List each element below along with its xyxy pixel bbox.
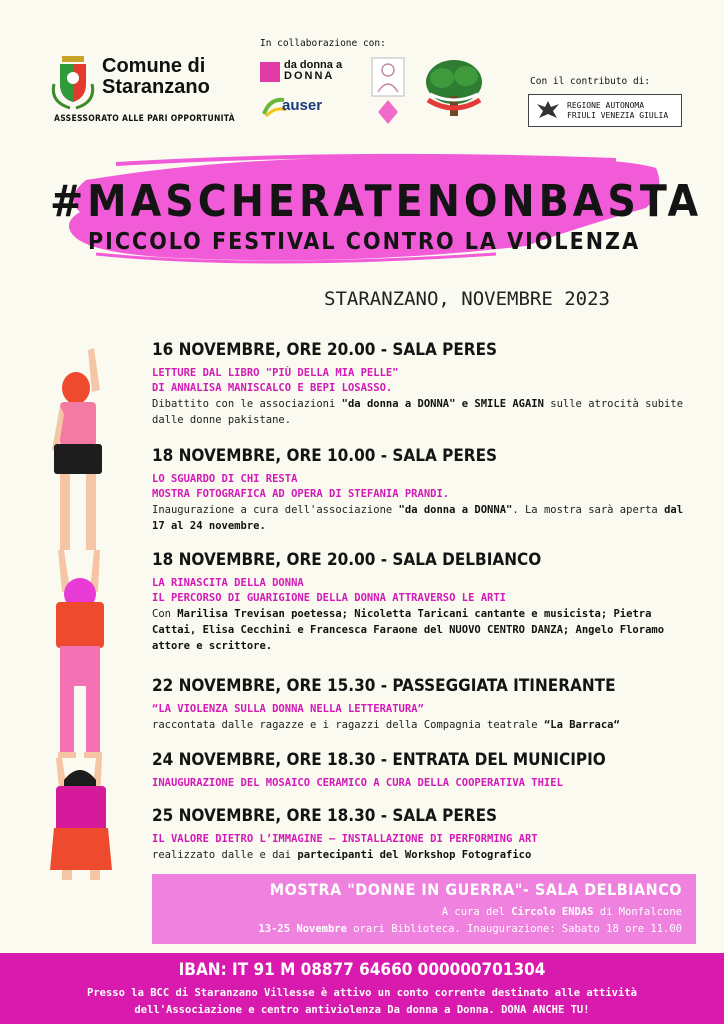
donation-note-line1: Presso la BCC di Staranzano Villesse è attivo un conto corrente destinato alle attività [87,987,637,999]
event-description: Dibattito con le associazioni "da donna a DONNA" e SMILE AGAIN sulle atrocità subite dalle donne pakistane. [152,398,684,426]
event-item [152,750,692,791]
event-heading: 24 NOVEMBRE, ORE 18.30 - ENTRATA DEL MUNICIPIO [152,750,606,770]
event-item [152,676,692,733]
festival-subtitle: PICCOLO FESTIVAL CONTRO LA VIOLENZA [88,229,641,255]
partner-figure-logo-icon [368,56,408,126]
event-title: LA RINASCITA DELLA DONNA [152,577,304,589]
assessorato-label: ASSESSORATO ALLE PARI OPPORTUNITÀ [54,114,235,124]
collaboration-label: In collaborazione con: [260,38,386,49]
event-description: raccontata dalle ragazze e i ragazzi della Compagnia teatrale “La Barraca“ [152,719,620,731]
donation-note-line2: dell'Associazione e centro antiviolenza Da donna a Donna. DONA ANCHE TU! [134,1004,590,1016]
event-title: INAUGURAZIONE DEL MOSAICO CERAMICO A CURA DELLA COOPERATIVA THIEL [152,777,563,789]
dadonna-logo-line1: da donna a [284,59,343,71]
event-item [152,806,692,863]
main-title: #MASCHERATENONBASTA [50,176,703,227]
partner-tree-logo-icon [420,56,488,124]
event-description: Con Marilisa Trevisan poetessa; Nicoletta Taricani cantante e musicista; Pietra Cattai, Elisa Cecchini e Francesca Faraone del NUOVO CENTRO DANZA; Angelo Floramo attore e scrittore. [152,608,665,652]
event-title: DI ANNALISA MANISCALCO E BEPI LOSASSO. [152,382,393,394]
event-item [152,550,692,654]
event-heading: 16 NOVEMBRE, ORE 20.00 - SALA PERES [152,340,498,360]
location-date: STARANZANO, NOVEMBRE 2023 [324,288,610,310]
event-title: LETTURE DAL LIBRO "PIÙ DELLA MIA PELLE" [152,367,399,379]
event-heading: 18 NOVEMBRE, ORE 10.00 - SALA PERES [152,446,498,466]
dadonna-mark-icon [260,62,280,82]
comune-logo [44,50,224,122]
iban-text: IBAN: IT 91 M 08877 64660 000000701304 [178,960,546,980]
dadonna-logo-line2: DONNA [284,70,335,82]
partner-dadonnaadonna-logo [260,60,360,86]
event-title: IL PERCORSO DI GUARIGIONE DELLA DONNA ATTRAVERSO LE ARTI [152,592,507,604]
mostra-curator: A cura del Circolo ENDAS di Monfalcone [441,906,682,918]
comune-name-line2: Staranzano [102,76,210,98]
event-title: LO SGUARDO DI CHI RESTA [152,473,298,485]
mostra-title: MOSTRA "DONNE IN GUERRA"- SALA DELBIANCO [269,880,682,899]
event-title: MOSTRA FOTOGRAFICA AD OPERA DI STEFANIA PRANDI. [152,488,450,500]
event-description: Inaugurazione a cura dell'associazione "da donna a DONNA". La mostra sarà aperta dal 17 al 24 novembre. [152,504,684,532]
event-heading: 18 NOVEMBRE, ORE 20.00 - SALA DELBIANCO [152,550,542,570]
donation-note [0,985,724,1019]
event-heading: 22 NOVEMBRE, ORE 15.30 - PASSEGGIATA ITINERANTE [152,676,616,696]
regione-line2: FRIULI VENEZIA GIULIA [567,111,669,120]
donation-footer [0,953,724,1024]
auser-logo-text: auser [282,97,323,114]
event-title: “LA VIOLENZA SULLA DONNA NELLA LETTERATURA” [152,703,424,715]
event-item [152,340,692,428]
contribution-label: Con il contributo di: [530,76,651,87]
partner-auser-logo [262,94,332,120]
mostra-dates: 13-25 Novembre orari Biblioteca. Inaugurazione: Sabato 18 ore 11.00 [258,923,682,935]
mostra-info-box [152,874,696,944]
comune-crest-icon [48,54,98,110]
event-title: IL VALORE DIETRO L’IMMAGINE – INSTALLAZIONE DI PERFORMING ART [152,833,538,845]
regione-line1: REGIONE AUTONOMA [567,101,645,110]
eagle-icon [535,98,561,122]
comune-name-line1: Comune di [102,55,206,77]
event-heading: 25 NOVEMBRE, ORE 18.30 - SALA PERES [152,806,498,826]
regione-fvg-logo [528,94,682,127]
event-item [152,446,692,534]
event-description: realizzato dalle e dai partecipanti del Workshop Fotografico [152,849,532,861]
stacked-women-illustration [34,340,134,880]
